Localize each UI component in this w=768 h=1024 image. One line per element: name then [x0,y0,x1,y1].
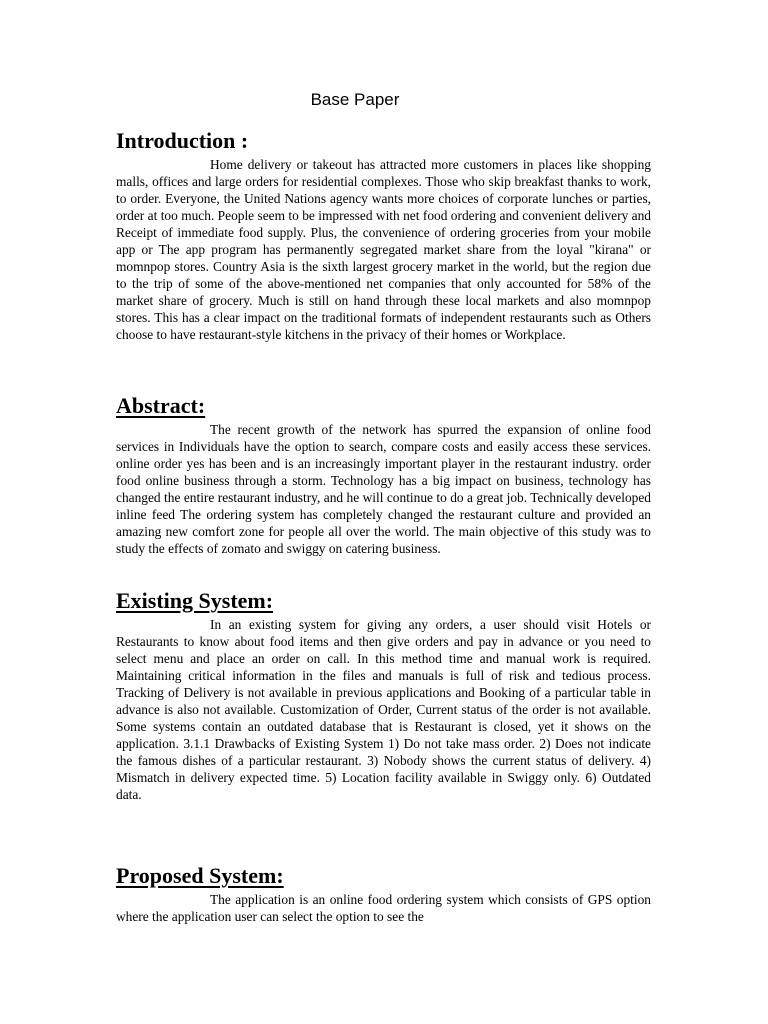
section-existing-system [116,588,651,803]
section-body-introduction: Home delivery or takeout has attracted more customers in places like shopping malls, offices and large orders for residential complexes. Those who skip breakfast thanks to work, to order. Everyone, the United Nations agency wants more choices of corporate lunches or parties, order at too much. People seem to be impressed with net food ordering and convenient delivery and Receipt of immediate food supply. Plus, the convenience of ordering groceries from your mobile app or The app program has permanently segregated market share from the loyal "kirana" or momnpop stores. Country Asia is the sixth largest grocery market in the world, but the region due to the trip of some of the above-mentioned net companies that only accounted for 58% of the market share of grocery. Much is still on hand through these local markets and also momnpop stores. This has a clear impact on the traditional formats of independent restaurants such as Others choose to have restaurant-style kitchens in the privacy of their homes or Workplace. [116,157,651,342]
section-heading-introduction: Introduction : [116,128,249,153]
section-heading-abstract: Abstract: [116,393,206,418]
section-body-proposed-system: The application is an online food ordering system which consists of GPS option where the application user can select the option to see the [116,892,651,924]
section-body-abstract: The recent growth of the network has spurred the expansion of online food services in Individuals have the option to search, compare costs and easily access these services. online order yes has been and is an increasingly important player in the restaurant industry. order food online business through a storm. Technology has a big impact on business, technology has changed the entire restaurant industry, and he will continue to do a great job. Technically developed inline feed The ordering system has completely changed the restaurant culture and provided an amazing new comfort zone for people all over the world. The main objective of this study was to study the effects of zomato and swiggy on catering business. [116,422,651,556]
document-title: Base Paper [310,90,400,109]
section-body-existing-system: In an existing system for giving any orders, a user should visit Hotels or Restaurants to know about food items and then give orders and pay in advance or you need to select menu and place an order on call. In this method time and manual work is required. Maintaining critical information in the files and manuals is full of risk and tedious process. Tracking of Delivery is not available in previous applications and Booking of a particular table in advance is also not available. Customization of Order, Current status of the order is not available. Some systems contain an outdated database that is Restaurant is closed, yet it shows on the application. 3.1.1 Drawbacks of Existing System 1) Do not take mass order. 2) Does not indicate the famous dishes of a particular restaurant. 3) Nobody shows the current status of delivery. 4) Mismatch in delivery expected time. 5) Location facility available in Swiggy only. 6) Outdated data. [116,617,651,802]
section-proposed-system [116,863,651,925]
section-abstract [116,393,651,557]
section-heading-existing-system: Existing System: [116,588,274,613]
section-heading-proposed-system: Proposed System: [116,863,284,888]
section-introduction [116,128,651,343]
